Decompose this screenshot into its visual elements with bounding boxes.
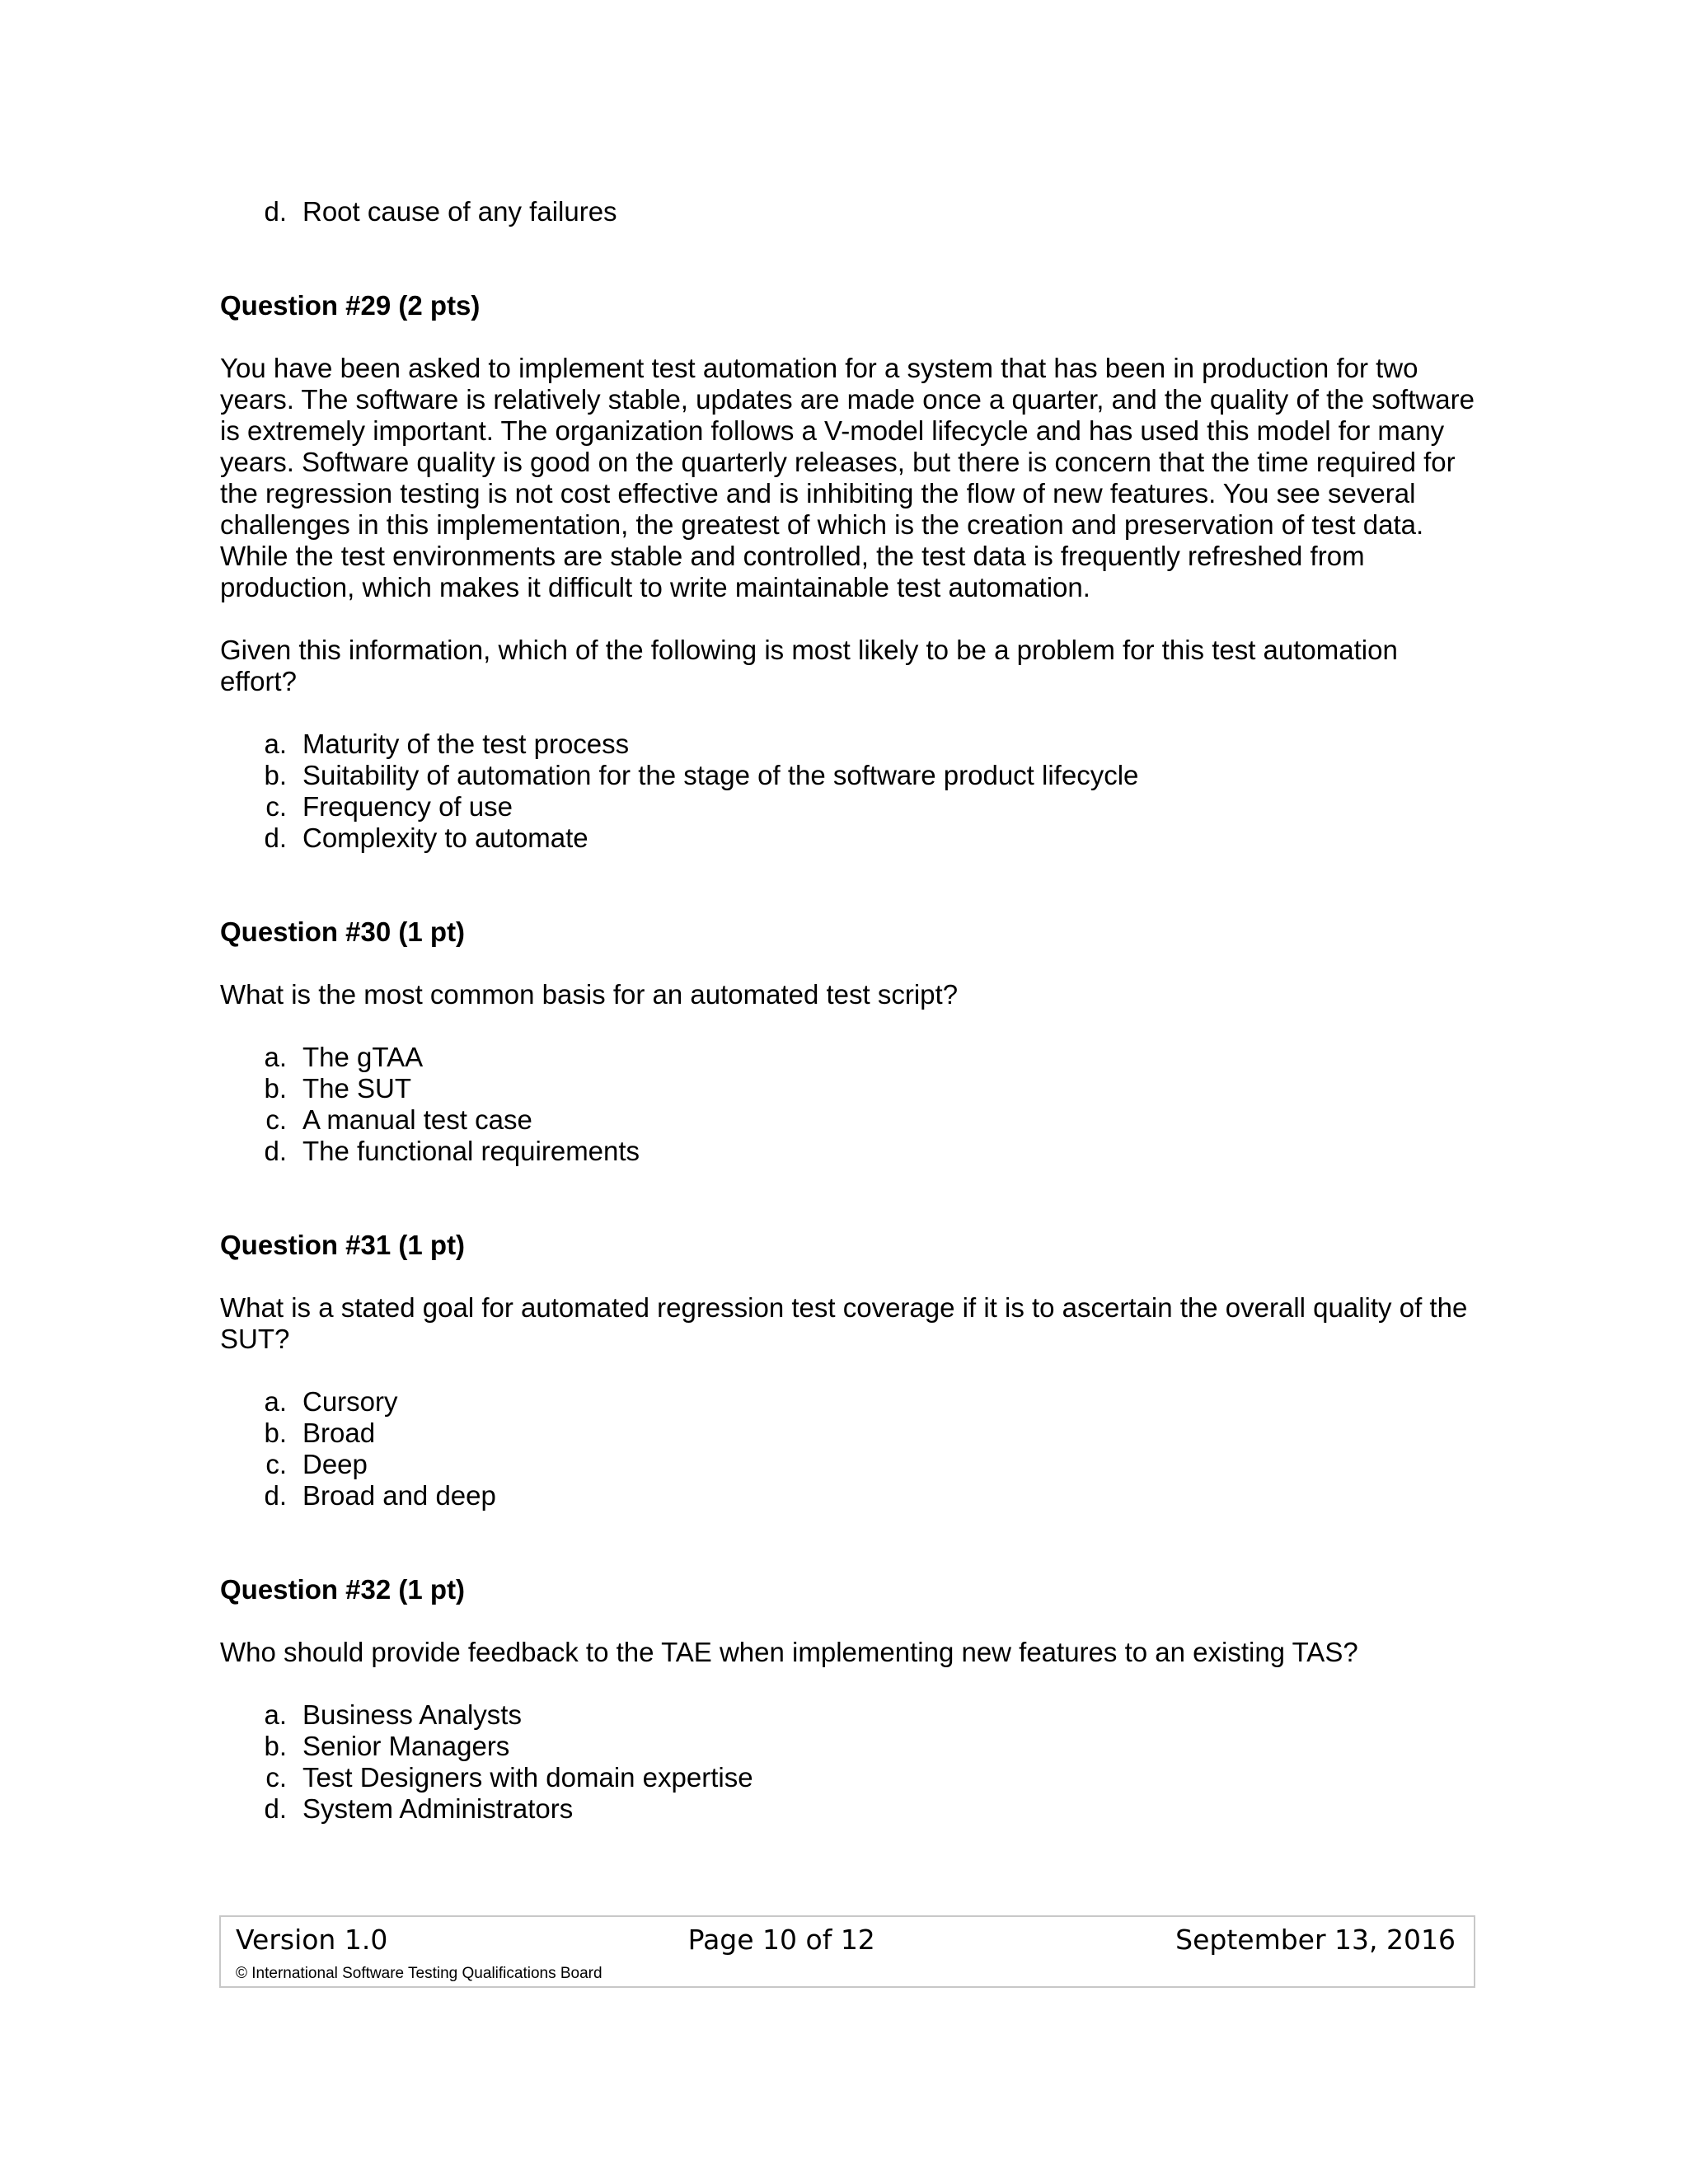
option-item <box>220 1136 1481 1167</box>
question-scenario: You have been asked to implement test automation for a system that has been in production for two years. The software is relatively stable, updates are made once a quarter, and the quality of the software is extremely important. The organization follows a V-model lifecycle and has used this model for many years. Software quality is good on the quarterly releases, but there is concern that the time required for the regression testing is not cost effective and is inhibiting the flow of new features. You see several challenges in this implementation, the greatest of which is the creation and preservation of test data. While the test environments are stable and controlled, the test data is frequently refreshed from production, which makes it difficult to write maintainable test automation. <box>220 353 1475 602</box>
option-letter: c. <box>265 1449 287 1479</box>
question-prompt: What is a stated goal for automated regression test coverage if it is to ascertain the overall quality of the SUT? <box>220 1292 1468 1354</box>
carryover-option <box>220 196 1481 227</box>
option-item <box>220 1793 1481 1825</box>
option-list <box>220 1699 1481 1825</box>
option-letter: b. <box>264 1418 287 1448</box>
option-item <box>220 1042 1481 1073</box>
option-text: The gTAA <box>302 1042 424 1072</box>
footer-version: Version 1.0 <box>236 1924 388 1956</box>
document-body <box>220 196 1481 1825</box>
option-letter: d. <box>264 1793 287 1824</box>
option-list <box>220 1042 1481 1167</box>
question-30 <box>220 916 1481 1167</box>
footer-copyright: © International Software Testing Qualifications Board <box>236 1965 603 1982</box>
footer-row <box>236 1922 1456 1958</box>
question-prompt: Who should provide feedback to the TAE when implementing new features to an existing TAS? <box>220 1637 1358 1667</box>
question-heading: Question #31 (1 pt) <box>220 1230 466 1260</box>
question-heading: Question #32 (1 pt) <box>220 1574 466 1605</box>
option-item <box>220 1418 1481 1449</box>
question-29 <box>220 290 1481 854</box>
option-letter: a. <box>264 1699 287 1730</box>
option-letter: d. <box>264 823 287 853</box>
option-letter: d. <box>264 1480 287 1511</box>
question-32 <box>220 1574 1481 1825</box>
option-item <box>220 1386 1481 1418</box>
option-letter: a. <box>264 1042 287 1072</box>
option-letter: d. <box>264 196 287 227</box>
option-text: Cursory <box>302 1386 398 1417</box>
option-text: Deep <box>302 1449 368 1479</box>
question-31 <box>220 1230 1481 1511</box>
option-item <box>220 1449 1481 1480</box>
option-text: Business Analysts <box>302 1699 522 1730</box>
option-letter: d. <box>264 1136 287 1166</box>
question-heading: Question #29 (2 pts) <box>220 290 481 321</box>
option-item <box>220 1731 1481 1762</box>
option-text: Senior Managers <box>302 1731 510 1761</box>
option-item <box>220 729 1481 760</box>
footer-page-number: Page 10 of 12 <box>687 1924 875 1956</box>
option-text: Test Designers with domain expertise <box>302 1762 753 1793</box>
question-prompt: Given this information, which of the following is most likely to be a problem for this test automation effort? <box>220 635 1398 696</box>
option-letter: c. <box>265 1104 287 1135</box>
option-letter: c. <box>265 791 287 822</box>
option-letter: a. <box>264 1386 287 1417</box>
option-text: Root cause of any failures <box>302 196 617 227</box>
option-text: Maturity of the test process <box>302 729 630 759</box>
option-text: A manual test case <box>302 1104 532 1135</box>
option-letter: c. <box>265 1762 287 1793</box>
option-letter: b. <box>264 1073 287 1104</box>
option-item <box>220 823 1481 854</box>
option-text: The functional requirements <box>302 1136 640 1166</box>
option-text: The SUT <box>302 1073 412 1104</box>
question-prompt: What is the most common basis for an automated test script? <box>220 979 959 1010</box>
option-list <box>220 729 1481 854</box>
page-footer <box>219 1915 1475 1988</box>
footer-date: September 13, 2016 <box>1175 1924 1456 1956</box>
option-letter: a. <box>264 729 287 759</box>
option-letter: b. <box>264 1731 287 1761</box>
option-text: Broad and deep <box>302 1480 496 1511</box>
option-item <box>220 1073 1481 1104</box>
option-item <box>220 1480 1481 1511</box>
option-text: Broad <box>302 1418 376 1448</box>
option-item <box>220 791 1481 823</box>
option-text: Suitability of automation for the stage of the software product lifecycle <box>302 760 1139 790</box>
option-item <box>220 1104 1481 1136</box>
option-text: Complexity to automate <box>302 823 588 853</box>
option-letter: b. <box>264 760 287 790</box>
option-list <box>220 1386 1481 1511</box>
option-item <box>220 1699 1481 1731</box>
option-item <box>220 760 1481 791</box>
option-text: System Administrators <box>302 1793 574 1824</box>
question-heading: Question #30 (1 pt) <box>220 916 466 947</box>
option-item <box>220 1762 1481 1793</box>
option-text: Frequency of use <box>302 791 513 822</box>
